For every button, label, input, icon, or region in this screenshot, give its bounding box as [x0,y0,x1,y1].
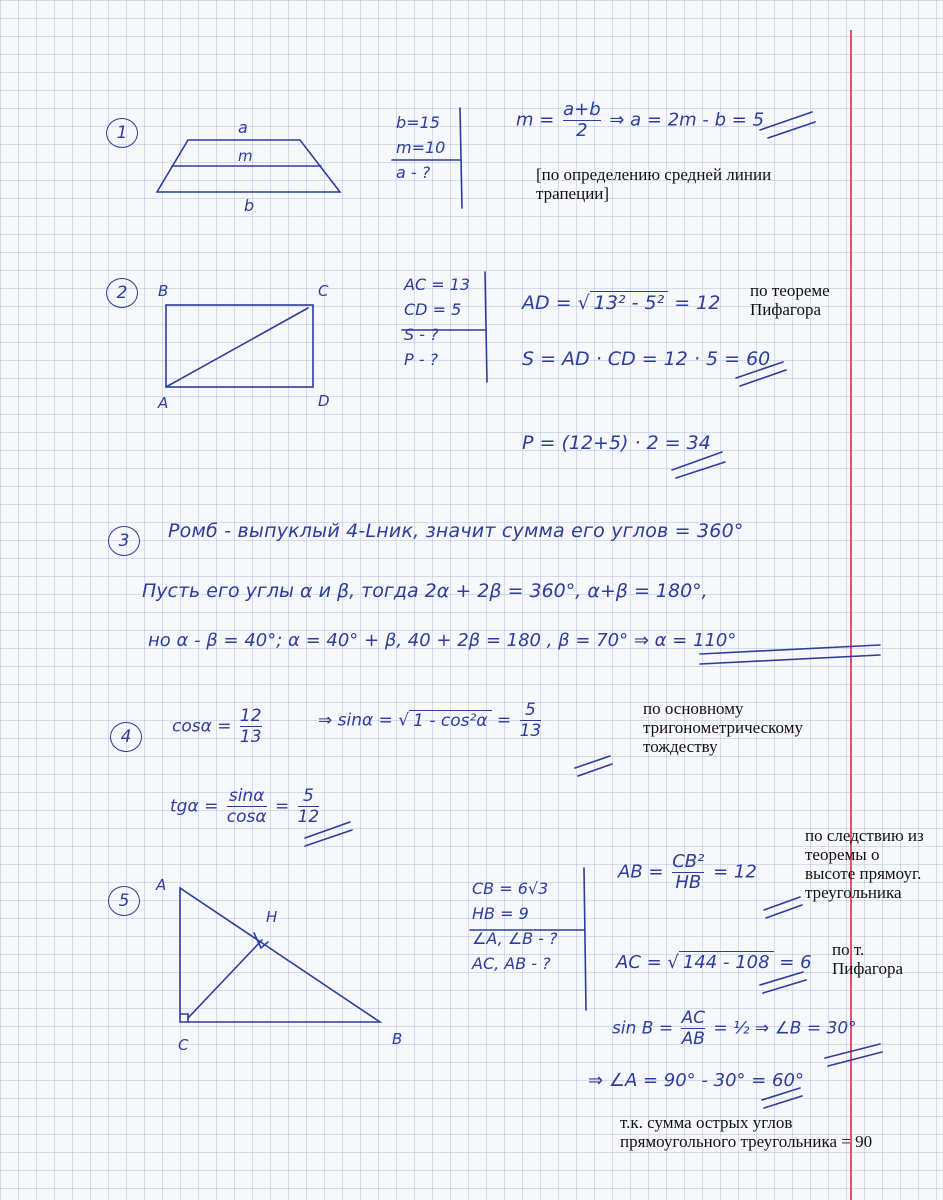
note-4 [643,699,803,756]
note-4-line-2: тригонометрическому [643,718,803,737]
problem-number-2: 2 [106,278,138,308]
given-2-line-3: S - ? [404,325,439,344]
solution-5-ac-lhs: AC = [616,952,662,973]
solution-4-sin-radicand: 1 - cos²α [409,710,491,731]
note-2 [750,281,830,319]
solution-4-sin-equals: = [496,710,512,731]
solution-4-tg-numerator: sinα [227,786,267,807]
problem-number-5: 5 [108,886,140,916]
triangle-label-h: H [266,908,278,926]
solution-4-tg-denominator: cosα [226,807,267,827]
solution-4-tg-value-numerator: 5 [298,786,320,807]
given-5-line-2: HB = 9 [472,904,529,923]
formula-1-fraction [563,100,601,141]
given-2-line-4: P - ? [404,350,439,369]
solution-3-line-3: но α - β = 40°; α = 40° + β, 40 + 2β = 180 , β = 70° ⇒ α = 110° [148,630,737,651]
solution-4-tg [170,786,322,827]
note-1-line-1: [по определению средней линии [536,165,772,184]
solution-5-ab-result: = 12 [713,861,757,883]
solution-2-line-2: S = AD · CD = 12 · 5 = 60 [522,348,771,370]
formula-1-denominator: 2 [576,120,588,141]
solution-4-tg-fraction [227,786,267,827]
solution-5-sin-numerator: AC [681,1008,705,1028]
solution-2-line-1: AD = √ 13² - 5² = 12 [522,292,721,314]
given-2 [404,272,470,372]
solution-5-angle-a: ⇒ ∠A = 90° - 30° = 60° [588,1070,804,1091]
solution-5-ab-lhs: AB = [618,861,664,883]
right-angle-mark-c [180,1014,188,1022]
given-5 [472,876,558,976]
solution-4-cos-denominator: 13 [239,727,262,747]
solution-3-line-1: Ромб - выпуклый 4-Lник, значит сумма его углов = 360° [168,520,744,542]
solution-5-sin-result: = ½ ⇒ ∠B = 30° [713,1018,857,1039]
note-5-pythagoras-line-1: по т. [832,940,865,959]
solution-2-radicand: 13² - 5² [590,291,668,314]
solution-5-ac-result: = 6 [779,952,812,973]
note-5-altitude-line-3: высоте прямоуг. [805,864,922,883]
rectangle-label-b: B [158,282,169,300]
solution-4-sin: ⇒ sinα = √ 1 - cos²α = $\frac{5}{13}$ [318,700,542,741]
solution-4-cos-numerator: 12 [239,706,262,726]
solution-4-sin-fraction [520,700,542,741]
note-5-altitude [805,826,924,902]
solution-4-cos [172,706,265,747]
triangle-label-a: A [156,876,167,894]
given-1-line-1: b=15 [396,113,440,132]
solution-5-sin-denominator: AB [681,1029,705,1049]
triangle-height [188,940,262,1018]
given-2-line-1: AC = 13 [404,275,471,294]
given-1 [396,110,445,185]
formula-1-lhs: m = [516,109,555,131]
solution-4-tg-value [298,786,320,827]
answer-underline-5 [575,756,612,776]
note-1 [536,165,771,203]
note-5-altitude-line-4: треугольника [805,883,902,902]
solution-5-sin-fraction [681,1008,705,1049]
trapezoid-label-m: m [238,147,253,165]
answer-underline-7 [764,897,802,918]
solution-4-cos-fraction [240,706,262,747]
given-1-line-2: m=10 [396,138,446,157]
note-4-line-1: по основному [643,699,744,718]
problem-number-4: 4 [110,722,142,752]
problem-number-1: 1 [106,118,138,148]
solution-5-ab-denominator: HB [675,872,702,893]
solution-2-line-3: P = (12+5) · 2 = 34 [522,432,711,454]
solution-5-ac-radicand: 144 - 108 [679,951,774,973]
rectangle-label-d: D [318,392,330,410]
note-2-line-2: Пифагора [750,300,822,319]
given-5-line-1: CB = 6√3 [472,879,549,898]
triangle-figure [180,888,380,1022]
given-divider-1 [460,108,462,208]
note-1-line-2: трапеции] [536,184,610,203]
formula-1 [516,100,764,141]
formula-1-result: ⇒ a = 2m - b = 5 [609,109,765,131]
solution-5-sin [612,1008,857,1049]
solution-4-sin-lhs: ⇒ sinα = [318,710,393,731]
note-5-altitude-line-2: теоремы о [805,845,880,864]
solution-5-sin-lhs: sin B = [612,1018,674,1039]
solution-5-ac: AC = √ 144 - 108 = 6 [616,952,812,973]
answer-underline-1 [760,112,815,138]
solution-4-tg-equals: = [274,796,290,817]
note-5-pythagoras-line-2: Пифагора [832,959,904,978]
given-2-line-2: CD = 5 [404,300,462,319]
note-4-line-3: тождеству [643,737,718,756]
rectangle-label-c: C [318,282,329,300]
note-2-line-1: по теореме [750,281,830,300]
trapezoid-label-a: a [238,118,248,137]
trapezoid-label-b: b [244,196,255,215]
solution-3-line-2: Пусть его углы α и β, тогда 2α + 2β = 360°, α+β = 180°, [142,580,708,602]
solution-5-ab-numerator: CB² [672,851,705,872]
solution-2-ad-result: = 12 [674,292,721,314]
solution-4-sin-denominator: 13 [519,721,542,741]
solution-4-sin-numerator: 5 [520,700,542,721]
given-5-line-3: ∠A, ∠B - ? [472,929,558,948]
given-5-line-4: AC, AB - ? [472,954,551,973]
answer-underline-3 [672,452,725,478]
note-5-acute-angles-line-1: т.к. сумма острых углов [620,1113,793,1132]
given-1-line-3: a - ? [396,163,431,182]
note-5-altitude-line-1: по следствию из [805,826,924,845]
note-5-pythagoras [832,940,903,978]
triangle-label-b: B [392,1030,403,1048]
solution-5-ab [618,852,757,893]
note-5-acute-angles-line-2: прямоугольного треугольника = 90 [620,1132,873,1151]
solution-2-ad-lhs: AD = [522,292,572,314]
note-5-acute-angles [620,1113,872,1151]
rectangle-diagonal [166,308,308,387]
problem-number-3: 3 [108,526,140,556]
solution-4-cos-lhs: cosα = [172,716,232,737]
given-divider-5 [584,868,586,1010]
rectangle-label-a: A [158,394,169,412]
solution-4-tg-lhs: tgα = [170,796,219,817]
given-divider-2 [485,272,487,382]
solution-5-ab-fraction [672,852,704,893]
triangle-label-c: C [178,1036,189,1054]
answer-underline-10 [762,1088,802,1108]
formula-1-numerator: a+b [563,99,601,120]
answer-underline-8 [760,972,806,993]
solution-4-tg-value-denominator: 12 [297,807,320,827]
